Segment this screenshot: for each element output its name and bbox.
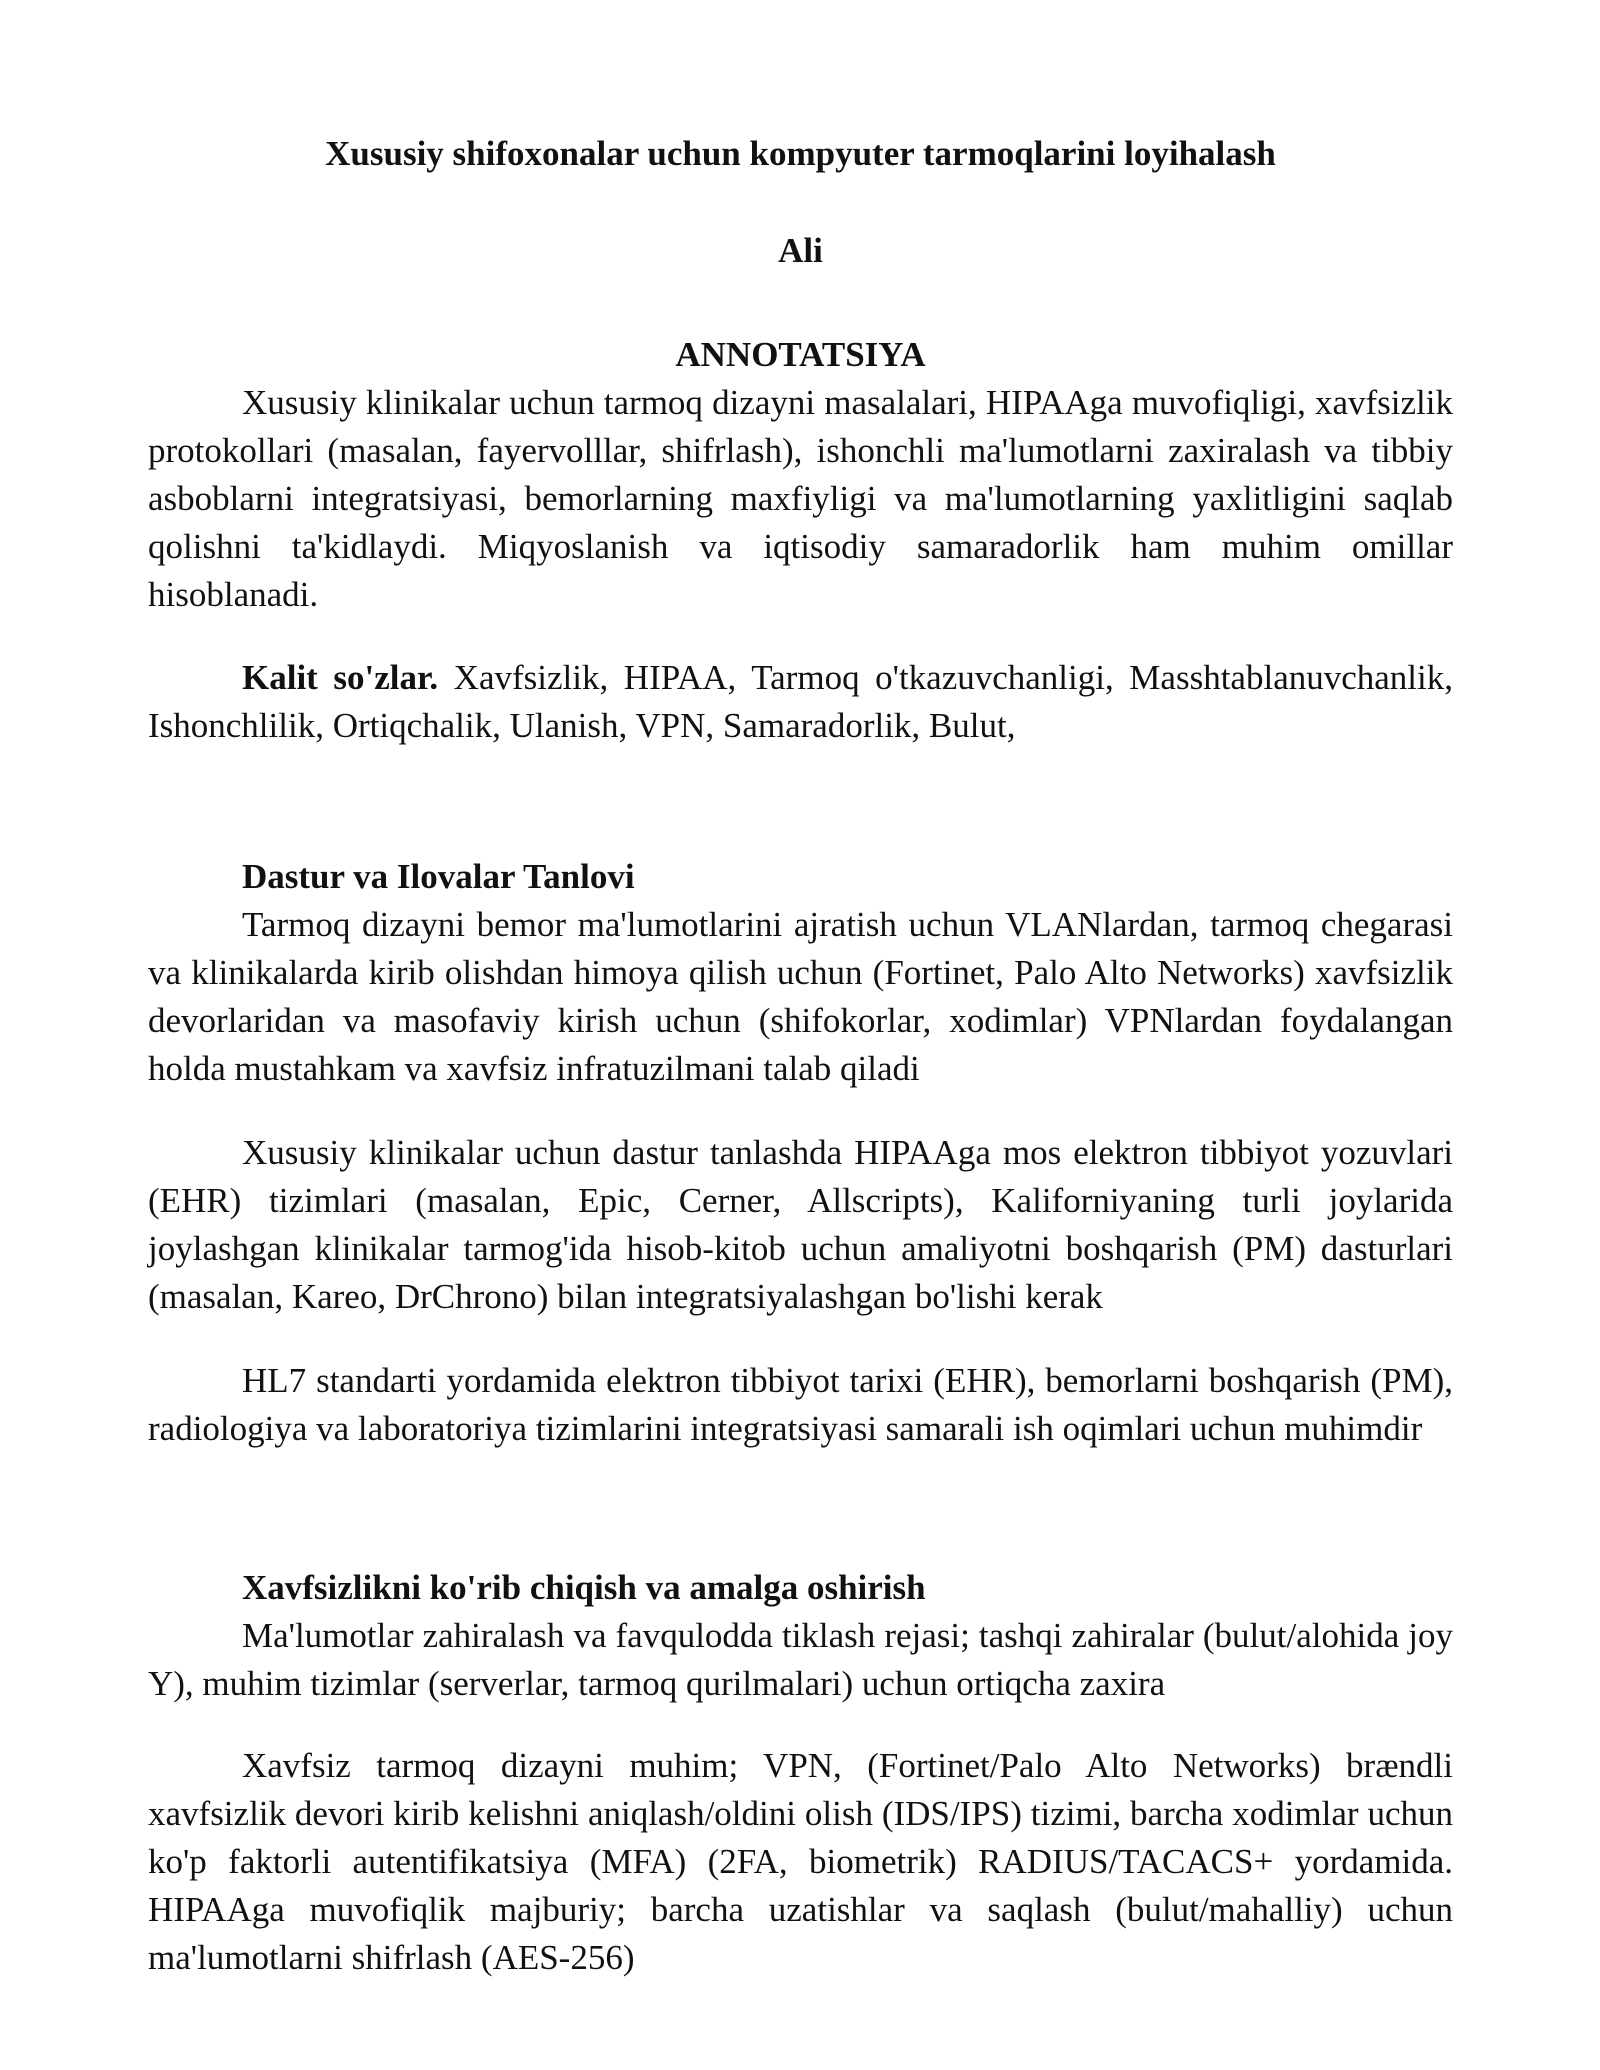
section-paragraph: Xususiy klinikalar uchun dastur tanlashda HIPAAga mos elektron tibbiyot yozuvlari (EHR) tizimlari (masalan, Epic, Cerner, Allscripts), Kaliforniyaning turli joylarida joylashgan klinikalar tarmog'ida hisob-kitob uchun amaliyotni boshqarish (PM) dasturlari (masalan, Kareo, DrChrono) bilan integratsiyalashgan bo'lishi kerak <box>148 1133 1453 1316</box>
section-paragraph: Xavfsiz tarmoq dizayni muhim; VPN, (Fortinet/Palo Alto Networks) brændli xavfsizlik devori kirib kelishni aniqlash/oldini olish (IDS/IPS) tizimi, barcha xodimlar uchun ko'p faktorli autentifikatsiya (MFA) (2FA, biometrik) RADIUS/TACACS+ yordamida. HIPAAga muvofiqlik majburiy; barcha uzatishlar va saqlash (bulut/mahalliy) uchun ma'lumotlarni shifrlash (AES-256) <box>148 1746 1453 1977</box>
section-software-p2 <box>148 1129 1453 1321</box>
section-heading: Dastur va Ilovalar Tanlovi <box>242 857 635 896</box>
section-paragraph: Ma'lumotlar zahiralash va favqulodda tiklash rejasi; tashqi zahiralar (bulut/alohida joy Y), muhim tizimlar (serverlar, tarmoq qurilmalari) uchun ortiqcha zaxira <box>148 1616 1453 1703</box>
section-paragraph: HL7 standarti yordamida elektron tibbiyot tarixi (EHR), bemorlarni boshqarish (PM), radiologiya va laboratoriya tizimlarini integratsiyasi samarali ish oqimlari uchun muhimdir <box>148 1361 1453 1448</box>
section-paragraph: Tarmoq dizayni bemor ma'lumotlarini ajratish uchun VLANlardan, tarmoq chegarasi va klinikalarda kirib olishdan himoya qilish uchun (Fortinet, Palo Alto Networks) xavfsizlik devorlaridan va masofaviy kirish uchun (shifokorlar, xodimlar) VPNlardan foydalangan holda mustahkam va xavfsiz infratuzilmani talab qiladi <box>148 905 1453 1088</box>
keywords-paragraph <box>148 654 1453 750</box>
abstract-text: Xususiy klinikalar uchun tarmoq dizayni masalalari, HIPAAga muvofiqligi, xavfsizlik protokollari (masalan, fayervolllar, shifrlash), ishonchli ma'lumotlarni zaxiralash va tibbiy asboblarni integratsiyasi, bemorlarning maxfiyligi va ma'lumotlarning yaxlitligini saqlab qolishni ta'kidlaydi. Miqyoslanish va iqtisodiy samaradorlik ham muhim omillar hisoblanadi. <box>148 383 1453 614</box>
keywords-label: Kalit so'zlar. <box>242 658 439 697</box>
abstract-section <box>148 379 1453 619</box>
section-security-p2 <box>148 1742 1453 1982</box>
section-security <box>148 1564 1453 1708</box>
document-title: Xususiy shifoxonalar uchun kompyuter tarmoqlarini loyihalash <box>325 134 1276 173</box>
abstract-heading: ANNOTATSIYA <box>675 335 926 374</box>
author-name: Ali <box>778 231 823 270</box>
section-software <box>148 853 1453 1093</box>
section-software-p3 <box>148 1357 1453 1453</box>
keywords-section <box>148 654 1453 750</box>
section-heading: Xavfsizlikni ko'rib chiqish va amalga oshirish <box>242 1568 926 1607</box>
keywords-text: Xavfsizlik, HIPAA, Tarmoq o'tkazuvchanligi, Masshtablanuvchanlik, Ishonchlilik, Ortiqchalik, Ulanish, VPN, Samaradorlik, Bulut, <box>148 658 1453 745</box>
